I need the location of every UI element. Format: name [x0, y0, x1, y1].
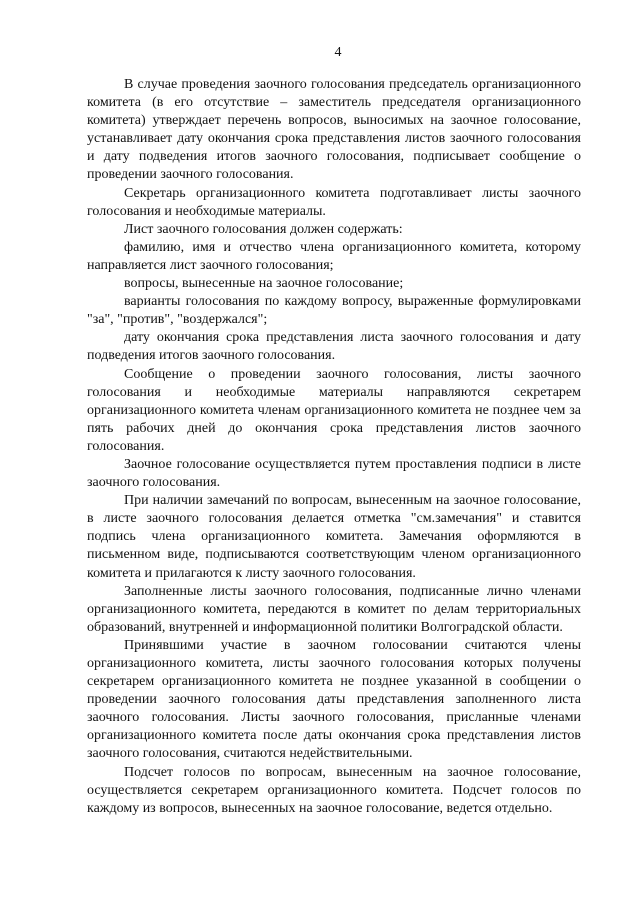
paragraph-member-name: фамилию, имя и отчество члена организационного комитета, которому направляется лист заочного голосования; [87, 239, 581, 273]
paragraph-submission: Заполненные листы заочного голосования, подписанные лично членами организационного комитета, передаются в комитет по делам территориальных образований, внутренней и информационной политики Волгоградской области. [87, 583, 581, 635]
paragraph-secretary-prepares: Секретарь организационного комитета подготавливает листы заочного голосования и необходимые материалы. [87, 185, 581, 219]
paragraph-vote-counting: Подсчет голосов по вопросам, вынесенным на заочное голосование, осуществляется секретарем организационного комитета. Подсчет голосов по каждому из вопросов, вынесенных на заочное голосование, ведется отдельно. [87, 764, 581, 816]
page-number: 4 [334, 45, 342, 60]
paragraph-signature: Заочное голосование осуществляется путем проставления подписи в листе заочного голосования. [87, 456, 581, 491]
paragraph-participation: Принявшими участие в заочном голосовании считаются члены организационного комитета, листы заочного голосования которых получены секретарем организационного комитета не позднее указанной в сообщении о проведении заочного голосования даты представления заполненного листа заочного голосования. Листы заочного голосования, присланные членами организационного комитета после даты окончания срока представления листов заочного голосования, считаются недействительными. [87, 637, 581, 762]
paragraph-notice-sending: Сообщение о проведении заочного голосования, листы заочного голосования и необходимые материалы направляются секретарем организационного комитета членам организационного комитета не позднее чем за пять рабочих дней до окончания срока представления листов заочного голосования. [87, 366, 581, 454]
paragraph-in-absentia-vote-procedure: В случае проведения заочного голосования председатель организационного комитета (в его отсутствие – заместитель председателя организационного комитета) утверждает перечень вопросов, выносимых на заочное голосование, устанавливает дату окончания срока представления листов заочного голосования и дату подведения итогов заочного голосования, подписывает сообщение о проведении заочного голосования. [87, 77, 581, 183]
paragraph-remarks: При наличии замечаний по вопросам, вынесенным на заочное голосование, в листе заочного голосования делается отметка "см.замечания" и ставится подпись члена организационного комитета. Замечания оформляются в письменном виде, подписываются соответствующим членом организационного комитета и прилагаются к листу заочного голосования. [87, 493, 581, 581]
paragraph-deadline: дату окончания срока представления листа заочного голосования и дату подведения итогов заочного голосования. [87, 330, 581, 364]
paragraph-questions: вопросы, вынесенные на заочное голосование; [124, 276, 404, 292]
document-body [87, 76, 581, 818]
paragraph-voting-options: варианты голосования по каждому вопросу, выраженные формулировками "за", "против", "воздержался"; [87, 294, 581, 328]
paragraph-sheet-contents: Лист заочного голосования должен содержать: [124, 221, 403, 237]
